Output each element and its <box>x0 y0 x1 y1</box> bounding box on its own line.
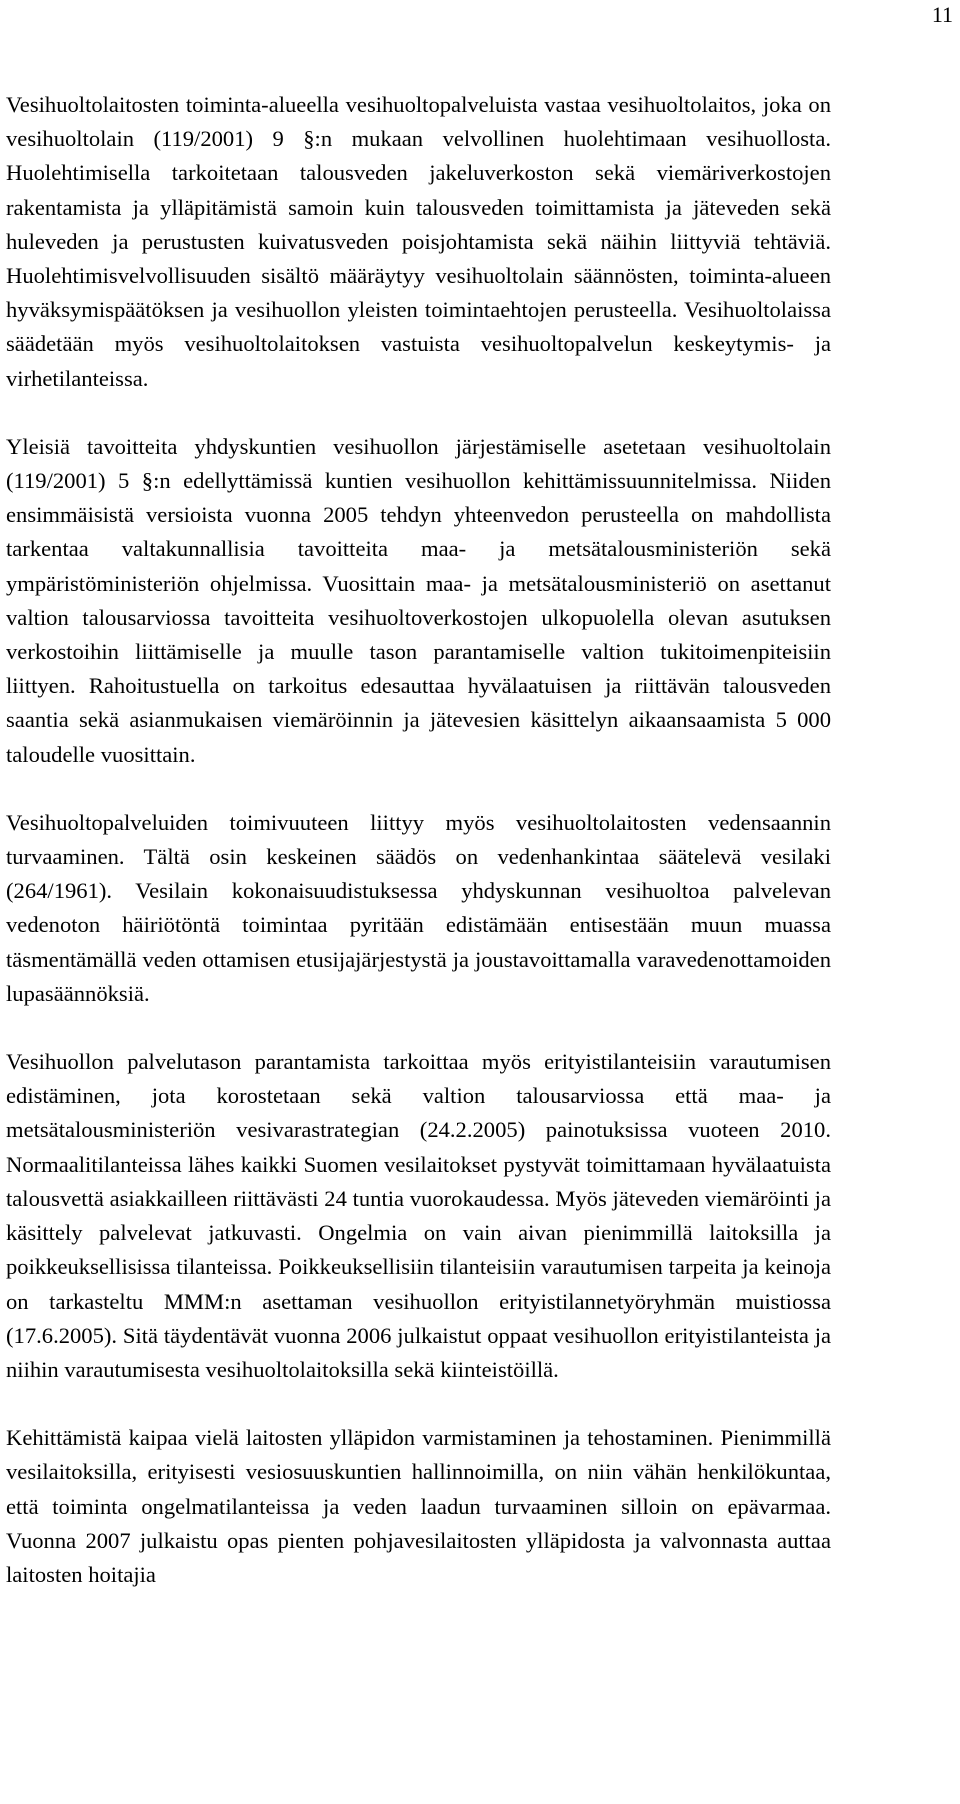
paragraph-special-situations: Vesihuollon palvelutason parantamista tarkoittaa myös erityistilanteisiin varautumisen edistäminen, jota korostetaan sekä valtion talousarviossa että maa- ja metsätalousministeriön vesivarastrategian (24.2.2005) painotuksissa vuoteen 2010. Normaalitilanteissa lähes kaikki Suomen vesilaitokset pystyvät toimittamaan hyvälaatuista talousvettä asiakkailleen riittävästi 24 tuntia vuorokaudessa. Myös jäteveden viemäröinti ja käsittely palvelevat jatkuvasti. Ongelmia on vain aivan pienimmillä laitoksilla ja poikkeuksellisissa tilanteissa. Poikkeuksellisiin tilanteisiin varautumisen tarpeita ja keinoja on tarkasteltu MMM:n asettaman vesihuollon erityistilannetyöryhmän muistiossa (17.6.2005). Sitä täydentävät vuonna 2006 julkaistut oppaat vesihuollon erityistilanteista ja niihin varautumisesta vesihuoltolaitoksilla sekä kiinteistöillä. <box>6 1049 831 1382</box>
document-body <box>6 88 831 1626</box>
paragraph-water-supply-security: Vesihuoltopalveluiden toimivuuteen liittyy myös vesihuoltolaitosten vedensaannin turvaaminen. Tältä osin keskeinen säädös on vedenhankintaa säätelevä vesilaki (264/1961). Vesilain kokonaisuudistuksessa yhdyskunnan vesihuoltoa palvelevan vedenoton häiriötöntä toimintaa pyritään edistämään entisestään muun muassa täsmentämällä veden ottamisen etusijajärjestystä ja joustavoittamalla varavedenottamoiden lupasäännöksiä. <box>6 809 831 1006</box>
paragraph-development-goals: Yleisiä tavoitteita yhdyskuntien vesihuollon järjestämiselle asetetaan vesihuoltolain (119/2001) 5 §:n edellyttämissä kuntien vesihuollon kehittämissuunnitelmissa. Niiden ensimmäisistä versioista vuonna 2005 tehdyn yhteenvedon perusteella on mahdollista tarkentaa valtakunnallisia tavoitteita maa- ja metsätalousministeriön sekä ympäristöministeriön ohjelmissa. Vuosittain maa- ja metsätalousministeriö on asettanut valtion talousarviossa tavoitteita vesihuoltoverkostojen ulkopuolella olevan asutuksen verkostoihin liittämiselle ja muulle tason parantamiselle valtion tukitoimenpiteisiin liittyen. Rahoitustuella on tarkoitus edesauttaa hyvälaatuisen ja riittävän talousveden saantia sekä asianmukaisen viemäröinnin ja jätevesien käsittelyn aikaansaamista 5 000 taloudelle vuosittain. <box>6 433 831 767</box>
page-number: 11 <box>931 2 953 27</box>
paragraph-water-utility-responsibility: Vesihuoltolaitosten toiminta-alueella vesihuoltopalveluista vastaa vesihuoltolaitos, joka on vesihuoltolain (119/2001) 9 §:n mukaan velvollinen huolehtimaan vesihuollosta. Huolehtimisella tarkoitetaan talousveden jakeluverkoston sekä viemäriverkostojen rakentamista ja ylläpitämistä samoin kuin talousveden toimittamista ja jäteveden sekä huleveden ja perustusten kuivatusveden poisjohtamista sekä näihin liittyviä tehtäviä. Huolehtimisvelvollisuuden sisältö määräytyy vesihuoltolain säännösten, toiminta-alueen hyväksymispäätöksen ja vesihuollon yleisten toimintaehtojen perusteella. Vesihuoltolaissa säädetään myös vesihuoltolaitoksen vastuista vesihuoltopalvelun keskeytymis- ja virhetilanteissa. <box>6 92 831 391</box>
paragraph-maintenance-development: Kehittämistä kaipaa vielä laitosten ylläpidon varmistaminen ja tehostaminen. Pienimmillä vesilaitoksilla, erityisesti vesiosuuskuntien hallinnoimilla, on niin vähän henkilökuntaa, että toiminta ongelmatilanteissa ja veden laadun turvaaminen silloin on epävarmaa. Vuonna 2007 julkaistu opas pienten pohjavesilaitosten ylläpidosta ja valvonnasta auttaa laitosten hoitajia <box>6 1425 831 1587</box>
